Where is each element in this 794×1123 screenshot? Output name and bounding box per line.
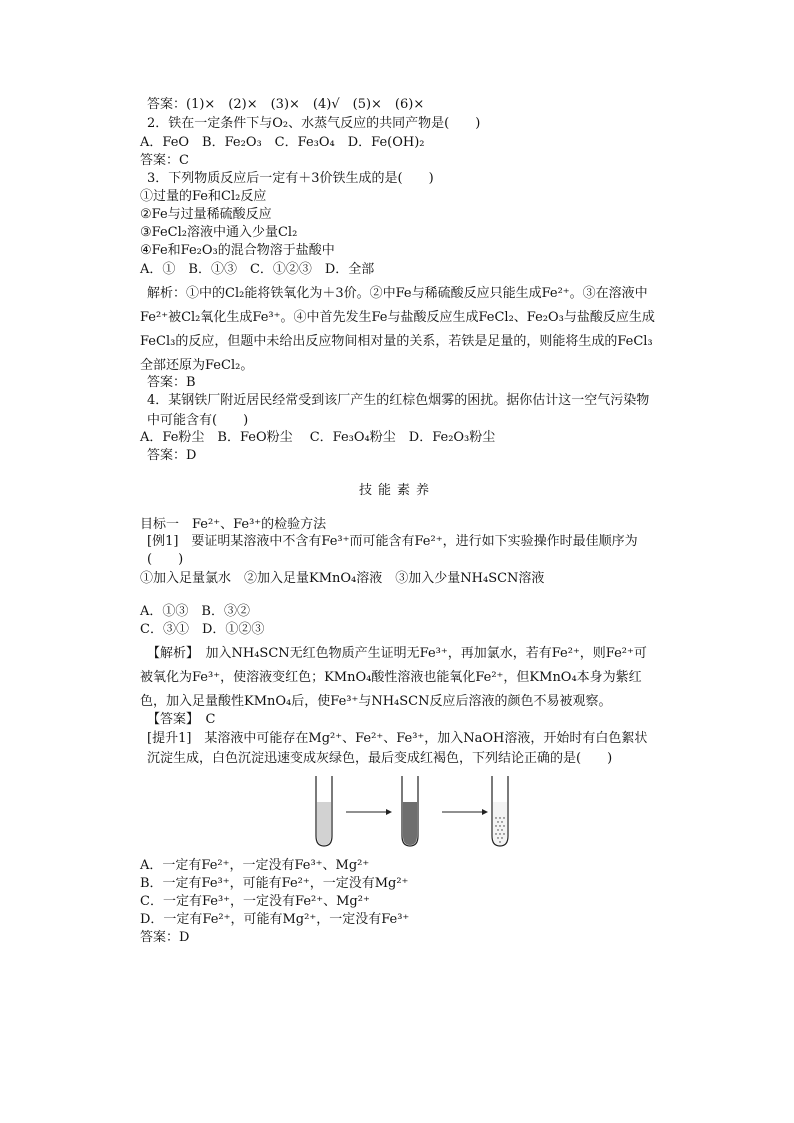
- test-tube-3: [492, 776, 508, 846]
- q3-item-2: ②Fe与过量稀硫酸反应: [140, 207, 272, 222]
- example-operations: ①加入足量氯水 ②加入足量KMnO₄溶液 ③加入少量NH₄SCN溶液: [140, 571, 545, 586]
- q3-analysis: 解析：①中的Cl₂能将铁氧化为＋3价。②中Fe与稀硫酸反应只能生成Fe²⁺。③在溶液中Fe²⁺被Cl₂氧化生成Fe³⁺。④中首先发生Fe与盐酸反应生成FeCl₂、Fe₂O₃与盐酸反应生成FeCl₃的反应，但题中未给出反应物间相对量的关系，若铁是足量的，则能将生成的FeCl₃全部还原为FeCl₂。: [140, 286, 655, 373]
- upgrade-option-d: D．一定有Fe²⁺，可能有Mg²⁺，一定没有Fe³⁺: [140, 912, 410, 927]
- q3-item-4: ④Fe和Fe₂O₃的混合物溶于盐酸中: [140, 243, 335, 258]
- example-options-row-1: A．①③ B．③②: [140, 604, 250, 619]
- arrow-right-icon: [346, 809, 392, 815]
- upgrade-answer: 答案：D: [140, 930, 190, 945]
- q4-stem: 4．某钢铁厂附近居民经常受到该厂产生的红棕色烟雾的困扰。据你估计这一空气污染物中可能含有( ): [147, 393, 650, 428]
- upgrade-stem: [提升1] 某溶液中可能存在Mg²⁺、Fe²⁺、Fe³⁺，加入NaOH溶液，开始时有白色絮状沉淀生成，白色沉淀迅速变成灰绿色，最后变成红褐色，下列结论正确的是( ): [147, 731, 648, 766]
- example-options-row-2: C．③① D．①②③: [140, 622, 265, 637]
- upgrade-option-b: B．一定有Fe³⁺，可能有Fe²⁺，一定没有Mg²⁺: [140, 876, 409, 891]
- target-title: 目标一 Fe²⁺、Fe³⁺的检验方法: [140, 517, 327, 532]
- q2-stem: 2．铁在一定条件下与O₂、水蒸气反应的共同产物是( ): [147, 116, 481, 131]
- arrow-right-icon: [442, 809, 488, 815]
- q4-answer: 答案：D: [147, 448, 197, 463]
- q3-item-1: ①过量的Fe和Cl₂反应: [140, 189, 267, 204]
- upgrade-option-a: A．一定有Fe²⁺，一定没有Fe³⁺、Mg²⁺: [140, 858, 370, 873]
- q1-answer: 答案：(1)× (2)× (3)× (4)√ (5)× (6)×: [147, 97, 425, 112]
- test-tube-diagram: [300, 774, 540, 854]
- test-tube-1: [316, 776, 332, 846]
- q3-answer: 答案：B: [147, 375, 196, 390]
- section-title: 技能素养: [358, 483, 435, 498]
- example-analysis: 【解析】 加入NH₄SCN无红色物质产生证明无Fe³⁺，再加氯水，若有Fe²⁺，则Fe²⁺可被氧化为Fe³⁺，使溶液变红色；KMnO₄酸性溶液也能氧化Fe²⁺，但KMnO₄本身为紫红色，加入足量酸性KMnO₄后，使Fe³⁺与NH₄SCN反应后溶液的颜色不易被观察。: [140, 646, 647, 709]
- q4-options: A．Fe粉尘 B．FeO粉尘 C．Fe₃O₄粉尘 D．Fe₂O₃粉尘: [140, 430, 496, 445]
- q2-answer: 答案：C: [140, 153, 189, 168]
- q3-stem: 3．下列物质反应后一定有＋3价铁生成的是( ): [147, 171, 434, 186]
- q3-options: A．① B．①③ C．①②③ D．全部: [140, 262, 375, 277]
- upgrade-option-c: C．一定有Fe³⁺，一定没有Fe²⁺、Mg²⁺: [140, 894, 370, 909]
- q3-item-3: ③FeCl₂溶液中通入少量Cl₂: [140, 225, 298, 240]
- q2-options: A．FeO B．Fe₂O₃ C．Fe₃O₄ D．Fe(OH)₂: [140, 135, 425, 150]
- example-stem: [例1] 要证明某溶液中不含有Fe³⁺而可能含有Fe²⁺，进行如下实验操作时最佳顺序为( ): [147, 534, 638, 567]
- test-tube-2: [402, 776, 418, 846]
- example-answer: 【答案】 C: [147, 712, 216, 727]
